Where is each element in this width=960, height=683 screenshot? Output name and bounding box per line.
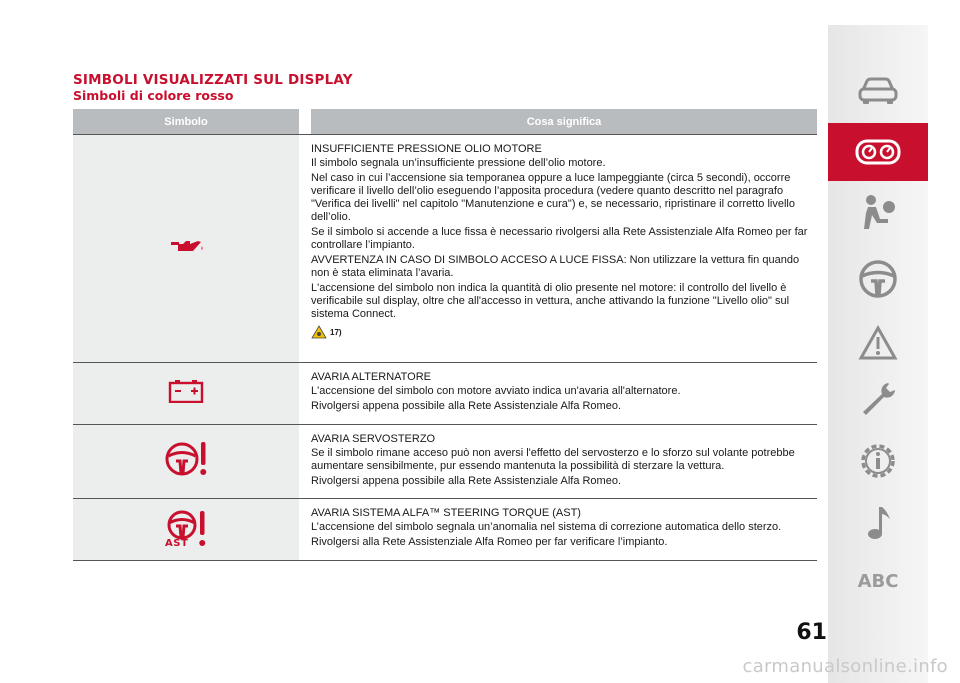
gear-info-icon bbox=[857, 440, 899, 482]
sidebar-item-multimedia[interactable] bbox=[828, 497, 928, 549]
symbol-cell bbox=[73, 363, 299, 425]
description-cell bbox=[311, 363, 817, 425]
warning-title: AVARIA SISTEMA ALFA™ STEERING TORQUE (AST) bbox=[311, 507, 581, 519]
description-cell bbox=[311, 135, 817, 363]
symbol-cell bbox=[73, 425, 299, 499]
column-header-symbol: Simbolo bbox=[73, 109, 299, 135]
table-row bbox=[73, 363, 817, 425]
index-label: ABC bbox=[857, 570, 899, 592]
warning-title: INSUFFICIENTE PRESSIONE OLIO MOTORE bbox=[311, 143, 542, 155]
description-text: Rivolgersi alla Rete Assistenziale Alfa Romeo per far verificare l’impianto. bbox=[311, 536, 668, 548]
steering-warning-icon bbox=[164, 439, 208, 479]
symbols-table bbox=[73, 109, 817, 561]
description-text: Se il simbolo rimane acceso può non aversi l'effetto del servosterzo e lo sforzo sul volante potrebbe aumentare sensibilmente, pur essendo mantenuta la possibilità di sterzare la vettura. bbox=[311, 447, 795, 472]
sidebar-item-vehicle[interactable] bbox=[828, 65, 928, 117]
column-header-meaning: Cosa significa bbox=[311, 109, 817, 135]
watermark: carmanualsonline.info bbox=[742, 656, 948, 677]
description-text: Se il simbolo si accende a luce fissa è necessario rivolgersi alla Rete Assistenziale Alfa Romeo per far controllare l’impianto. bbox=[311, 226, 808, 251]
ast-label: AST bbox=[165, 537, 189, 549]
description-cell bbox=[311, 499, 817, 561]
sidebar-item-dashboard[interactable] bbox=[828, 123, 928, 181]
sidebar-item-maintenance[interactable] bbox=[828, 373, 928, 425]
description-text: Il simbolo segnala un’insufficiente pressione dell’olio motore. bbox=[311, 157, 606, 169]
ast-steering-icon bbox=[164, 509, 208, 551]
oil-can-icon bbox=[168, 237, 204, 255]
car-icon bbox=[857, 76, 899, 106]
description-text: Nel caso in cui l’accensione sia temporanea oppure a luce lampeggiante (circa 5 secondi), occorre verificare il livello dell’olio eseguendo l’apposita procedura (vedere quanto descritto nel paragrafo "Verifica dei livelli" nel capitolo "Manutenzione e cura") e, se necessario, ripristinare il corretto livello dell’olio. bbox=[311, 172, 795, 223]
caution-hand-icon bbox=[311, 325, 327, 339]
sidebar-item-safety[interactable] bbox=[828, 187, 928, 239]
sidebar-item-technical-data[interactable] bbox=[828, 433, 928, 489]
battery-icon bbox=[168, 379, 204, 403]
reference-note bbox=[311, 325, 817, 339]
sidebar-item-index[interactable] bbox=[828, 563, 928, 599]
dashboard-icon bbox=[855, 137, 901, 167]
sidebar-item-emergency[interactable] bbox=[828, 317, 928, 369]
chapter-sidebar bbox=[828, 25, 928, 683]
section-subtitle: Simboli di colore rosso bbox=[73, 88, 234, 103]
description-cell bbox=[311, 425, 817, 499]
airbag-person-icon bbox=[858, 193, 898, 233]
description-text: AVVERTENZA IN CASO DI SIMBOLO ACCESO A LUCE FISSA: Non utilizzare la vettura fin quando non è stata eliminata l’avaria. bbox=[311, 254, 800, 279]
description-text: L’accensione del simbolo segnala un’anomalia nel sistema di correzione automatica dello sterzo. bbox=[311, 521, 782, 533]
symbol-cell bbox=[73, 499, 299, 561]
warning-title: AVARIA SERVOSTERZO bbox=[311, 433, 436, 445]
sidebar-item-driving[interactable] bbox=[828, 253, 928, 305]
symbol-cell bbox=[73, 135, 299, 363]
description-text: L'accensione del simbolo con motore avviato indica un'avaria all'alternatore. bbox=[311, 385, 681, 397]
warning-title: AVARIA ALTERNATORE bbox=[311, 371, 432, 383]
description-text: Rivolgersi appena possibile alla Rete Assistenziale Alfa Romeo. bbox=[311, 400, 622, 412]
table-row bbox=[73, 135, 817, 363]
steering-wheel-icon bbox=[858, 259, 898, 299]
table-row bbox=[73, 425, 817, 499]
table-row bbox=[73, 499, 817, 561]
page-content bbox=[73, 72, 817, 561]
warning-triangle-icon bbox=[858, 325, 898, 361]
description-text: L'accensione del simbolo non indica la quantità di olio presente nel motore: il controllo del livello è verificabile sul display, oltre che all'accesso in vettura, anche attivando la funzione "Livello olio" sul sistema Connect. bbox=[311, 282, 790, 320]
wrench-icon bbox=[858, 379, 898, 419]
description-text: Rivolgersi appena possibile alla Rete Assistenziale Alfa Romeo. bbox=[311, 475, 622, 487]
reference-number: 17) bbox=[330, 327, 342, 337]
section-title: SIMBOLI VISUALIZZATI SUL DISPLAY bbox=[73, 72, 353, 88]
music-note-icon bbox=[863, 503, 893, 543]
page-number: 61 bbox=[796, 620, 827, 645]
